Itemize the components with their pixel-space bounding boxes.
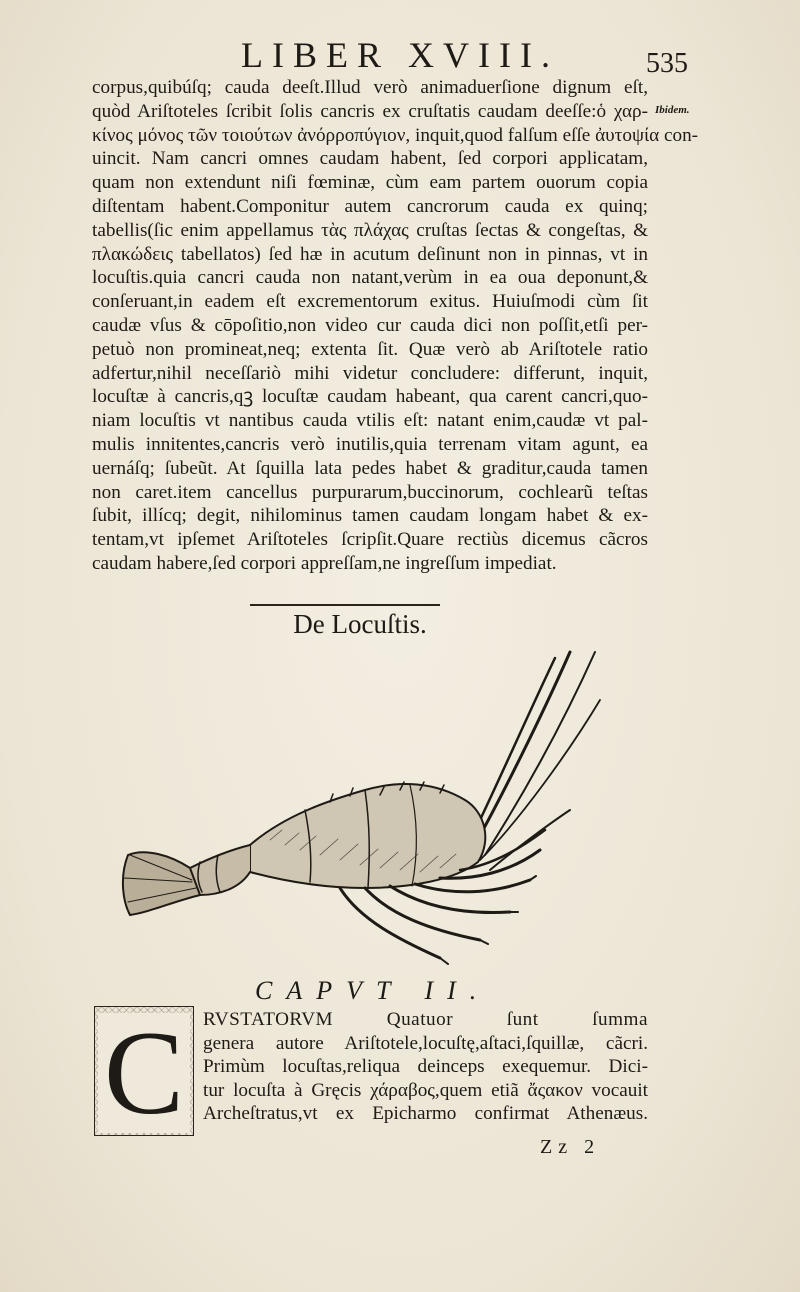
page-number: 535 [646, 48, 688, 79]
chapter-heading: CAPVT II. [255, 976, 491, 1005]
body-line: petuò non promineat,neq; extenta ſit. Quæ verò ab Ariſtotele ratio [92, 338, 648, 360]
chapter-line: genera autore Ariſtotele,locuſtę,aſtaci,ſquillæ, cãcri. [203, 1032, 648, 1054]
body-line: tentam,vt ipſemet Ariſtoteles ſcripſit.Quare rectiùs dicemus cãcros [92, 529, 648, 551]
body-line: conſeruant,in eadem eſt excrementorum exitus. Huiuſmodi cùm ſit [92, 291, 648, 313]
chapter-line: Archeſtratus,vt ex Epicharmo confirmat Athenæus. [203, 1103, 648, 1125]
body-line: locuſtis.quia cancri cauda non natant,verùm in ea oua deponunt,& [92, 267, 648, 289]
signature-mark: Zz 2 [540, 1136, 601, 1158]
chapter-line: tur locuſta à Gręcis χάραβος,quem etiã ἄςακον vocauit [203, 1079, 648, 1101]
body-line: caudæ vſus & cōpoſitio,non video cur cauda dici non poſſit,etſi per- [92, 314, 648, 336]
lobster-illustration [100, 640, 620, 980]
initial-letter: C [98, 1013, 190, 1133]
margin-note: Ibidem. [655, 104, 690, 116]
body-line: caudam habere,ſed corpori appreſſam,ne ingreſſum impediat. [92, 552, 557, 574]
body-line: quam non extendunt niſi fœminæ, cùm eam partem ouorum copia [92, 172, 648, 194]
body-line: non caret.item cancellus purpurarum,buccinorum, cochlearũ teſtas [92, 481, 648, 503]
body-line: uincit. Nam cancri omnes caudam habent, ſed corpori applicatam, [92, 148, 648, 170]
body-line: corpus,quibúſq; cauda deeſt.Illud verò animaduerſione dignum eſt, [92, 77, 648, 98]
body-line: mulis innitentes,cancris verò inutilis,quia terrenam vitam agunt, ea [92, 433, 648, 455]
body-line: ſubit, illícq; degit, nihilominus tamen caudam longam habet & ex- [92, 505, 648, 527]
body-line: quòd Ariſtoteles ſcribit ſolis cancris ex cruſtatis caudam deeſſe:ὁ χαρ- [92, 100, 648, 122]
body-line: locuſtæ à cancris,qꝫ locuſtæ caudam habeant, qua carent cancri,quo- [92, 386, 648, 408]
running-head: LIBER XVIII. [241, 35, 559, 75]
body-line: πλακώδεις tabellatos) ſed hæ in acutum deſinunt non in pinnas, vt in [92, 243, 648, 265]
chapter-text [203, 1008, 648, 1126]
chapter-line: RVSTATORVM Quatuor ſunt ſumma [203, 1009, 648, 1030]
decorated-initial [94, 1006, 194, 1139]
body-line: niam locuſtis vt nantibus cauda vtilis eſt: natant enim,caudæ vt pal- [92, 410, 648, 432]
section-title: De Locuſtis. [293, 609, 427, 639]
body-line: uernáſq; ſubeũt. At ſquilla lata pedes habet & graditur,cauda tamen [92, 457, 648, 479]
body-line: diſtentam habent.Componitur autem cancrorum cauda ex quinq; [92, 195, 648, 217]
body-line: κίνος μόνος τῶν τοιούτων ἀνόρροπύγιον, inquit,quod falſum eſſe ἀυτοψία con- [92, 124, 699, 146]
section-rule [250, 604, 440, 606]
chapter-line: Primùm locuſtas,reliqua deinceps exequemur. Dici- [203, 1056, 648, 1078]
body-line: tabellis(ſic enim appellamus τὰς πλάχας cruſtas ſectas & congeſtas, & [92, 219, 648, 241]
body-line: adfertur,nihil neceſſariò mihi videtur concludere: differunt, inquit, [92, 362, 648, 384]
